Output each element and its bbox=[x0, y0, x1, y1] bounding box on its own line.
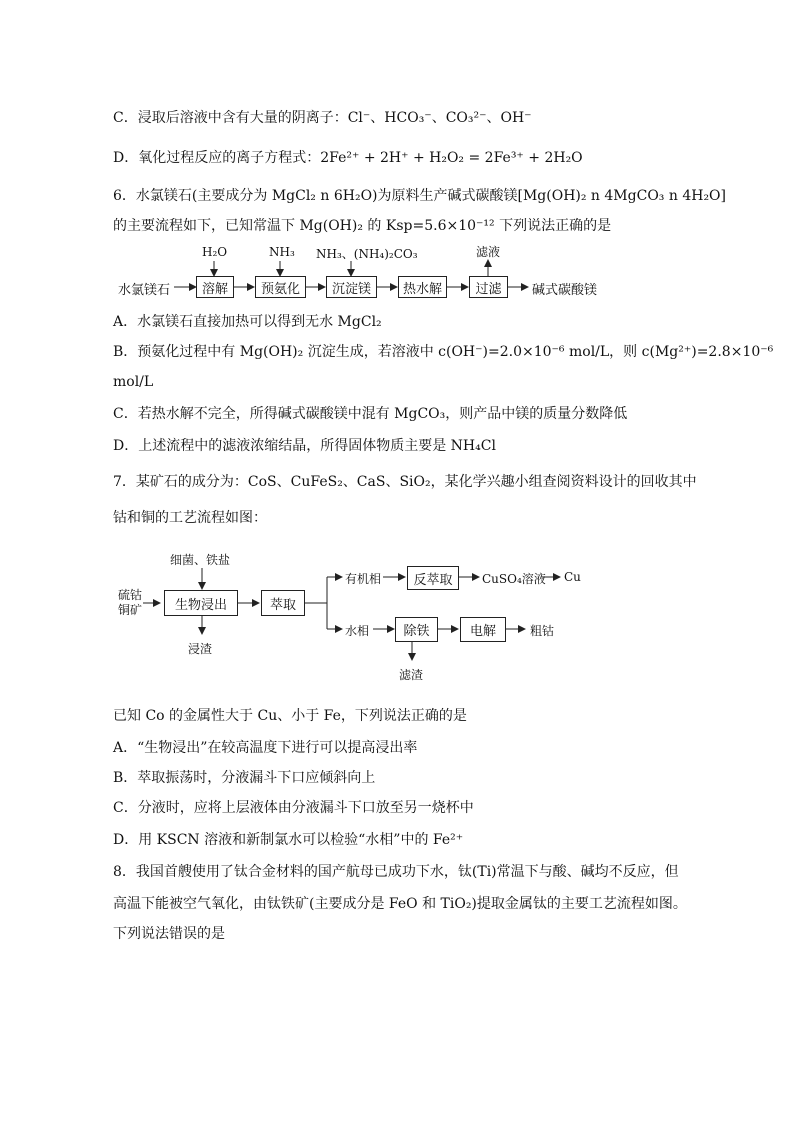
flow2-ore bbox=[118, 588, 142, 618]
flow1-step-filter: 过滤 bbox=[469, 276, 508, 298]
flow1-step-precipitate: 沉淀镁 bbox=[326, 276, 377, 298]
q7-stem-line2: 钴和铜的工艺流程如图： bbox=[113, 510, 267, 526]
flow1-step-dissolve: 溶解 bbox=[196, 276, 234, 298]
q6-stem-line2: 的主要流程如下，已知常温下 Mg(OH)₂ 的 Ksp=5.6×10⁻¹² 下列说法正确的是 bbox=[113, 218, 612, 234]
q6-stem-line1: 6．水氯镁石(主要成分为 MgCl₂ n 6H₂O)为原料生产碱式碳酸镁[Mg(OH)₂ n 4MgCO₃ n 4H₂O] bbox=[113, 188, 726, 204]
flow2-organic-phase: 有机相 bbox=[345, 572, 382, 586]
flow1-step-preammoniation: 预氨化 bbox=[255, 276, 306, 298]
q5-option-c: C．浸取后溶液中含有大量的阴离子：Cl⁻、HCO₃⁻、CO₃²⁻、OH⁻ bbox=[113, 110, 532, 126]
q5-option-d: D．氧化过程反应的离子方程式：2Fe²⁺ + 2H⁺ + H₂O₂ = 2Fe³⁺ + 2H₂O bbox=[113, 150, 583, 166]
flow1-input-water: H₂O bbox=[202, 245, 228, 259]
flow1-end: 碱式碳酸镁 bbox=[532, 283, 598, 298]
flow2-step-extract: 萃取 bbox=[261, 590, 305, 616]
flow1-input-nh3-carbonate: NH₃、(NH₄)₂CO₃ bbox=[316, 247, 418, 261]
flow2-step-bioleach: 生物浸出 bbox=[164, 590, 238, 616]
flow1-start: 水氯镁石 bbox=[118, 283, 171, 298]
flow2-step-remove-iron: 除铁 bbox=[395, 617, 438, 642]
flow2-ore-line1: 硫钴 bbox=[118, 588, 143, 602]
flow2-copper: Cu bbox=[564, 570, 581, 584]
q6-option-b-line2: mol/L bbox=[113, 374, 154, 390]
flow2-cuso4-solution: CuSO₄溶液 bbox=[482, 572, 546, 586]
q7-option-a: A．“生物浸出”在较高温度下进行可以提高浸出率 bbox=[113, 740, 418, 756]
flow2-crude-cobalt: 粗钴 bbox=[530, 624, 555, 638]
q6-option-d: D．上述流程中的滤液浓缩结晶，所得固体物质主要是 NH₄Cl bbox=[113, 438, 496, 454]
flow2-residue1: 浸渣 bbox=[188, 642, 213, 656]
flow1-output-filtrate: 滤液 bbox=[476, 245, 501, 259]
flow1-input-nh3: NH₃ bbox=[269, 245, 295, 259]
flow2-aqueous-phase: 水相 bbox=[345, 624, 370, 638]
q8-stem-line3: 下列说法错误的是 bbox=[113, 926, 225, 942]
q7-option-b: B．萃取振荡时，分液漏斗下口应倾斜向上 bbox=[113, 770, 376, 786]
q7-option-d: D．用 KSCN 溶液和新制氯水可以检验“水相”中的 Fe²⁺ bbox=[113, 832, 464, 848]
q6-option-c: C．若热水解不完全，所得碱式碳酸镁中混有 MgCO₃，则产品中镁的质量分数降低 bbox=[113, 406, 628, 422]
q7-option-c: C．分液时，应将上层液体由分液漏斗下口放至另一烧杯中 bbox=[113, 800, 474, 816]
flow2-residue2: 滤渣 bbox=[399, 668, 424, 682]
q7-stem-line1: 7．某矿石的成分为：CoS、CuFeS₂、CaS、SiO₂，某化学兴趣小组查阅资料设计的回收其中 bbox=[113, 474, 697, 490]
flow2-step-electrolysis: 电解 bbox=[460, 617, 506, 642]
flow2-step-back-extract: 反萃取 bbox=[407, 566, 459, 590]
q7-known: 已知 Co 的金属性大于 Cu、小于 Fe，下列说法正确的是 bbox=[113, 708, 467, 724]
q8-stem-line1: 8．我国首艘使用了钛合金材料的国产航母已成功下水，钛(Ti)常温下与酸、碱均不反应，但 bbox=[113, 864, 679, 880]
q6-option-a: A．水氯镁石直接加热可以得到无水 MgCl₂ bbox=[113, 314, 382, 330]
flow2-additive: 细菌、铁盐 bbox=[170, 553, 231, 567]
flow1-step-hydrolysis: 热水解 bbox=[398, 276, 447, 298]
q8-stem-line2: 高温下能被空气氧化，由钛铁矿(主要成分是 FeO 和 TiO₂)提取金属钛的主要工艺流程如图。 bbox=[113, 896, 687, 912]
flow2-ore-line2: 铜矿 bbox=[118, 603, 143, 617]
q6-option-b-line1: B．预氨化过程中有 Mg(OH)₂ 沉淀生成，若溶液中 c(OH⁻)=2.0×10⁻⁶ mol/L，则 c(Mg²⁺)=2.8×10⁻⁶ bbox=[113, 344, 774, 360]
